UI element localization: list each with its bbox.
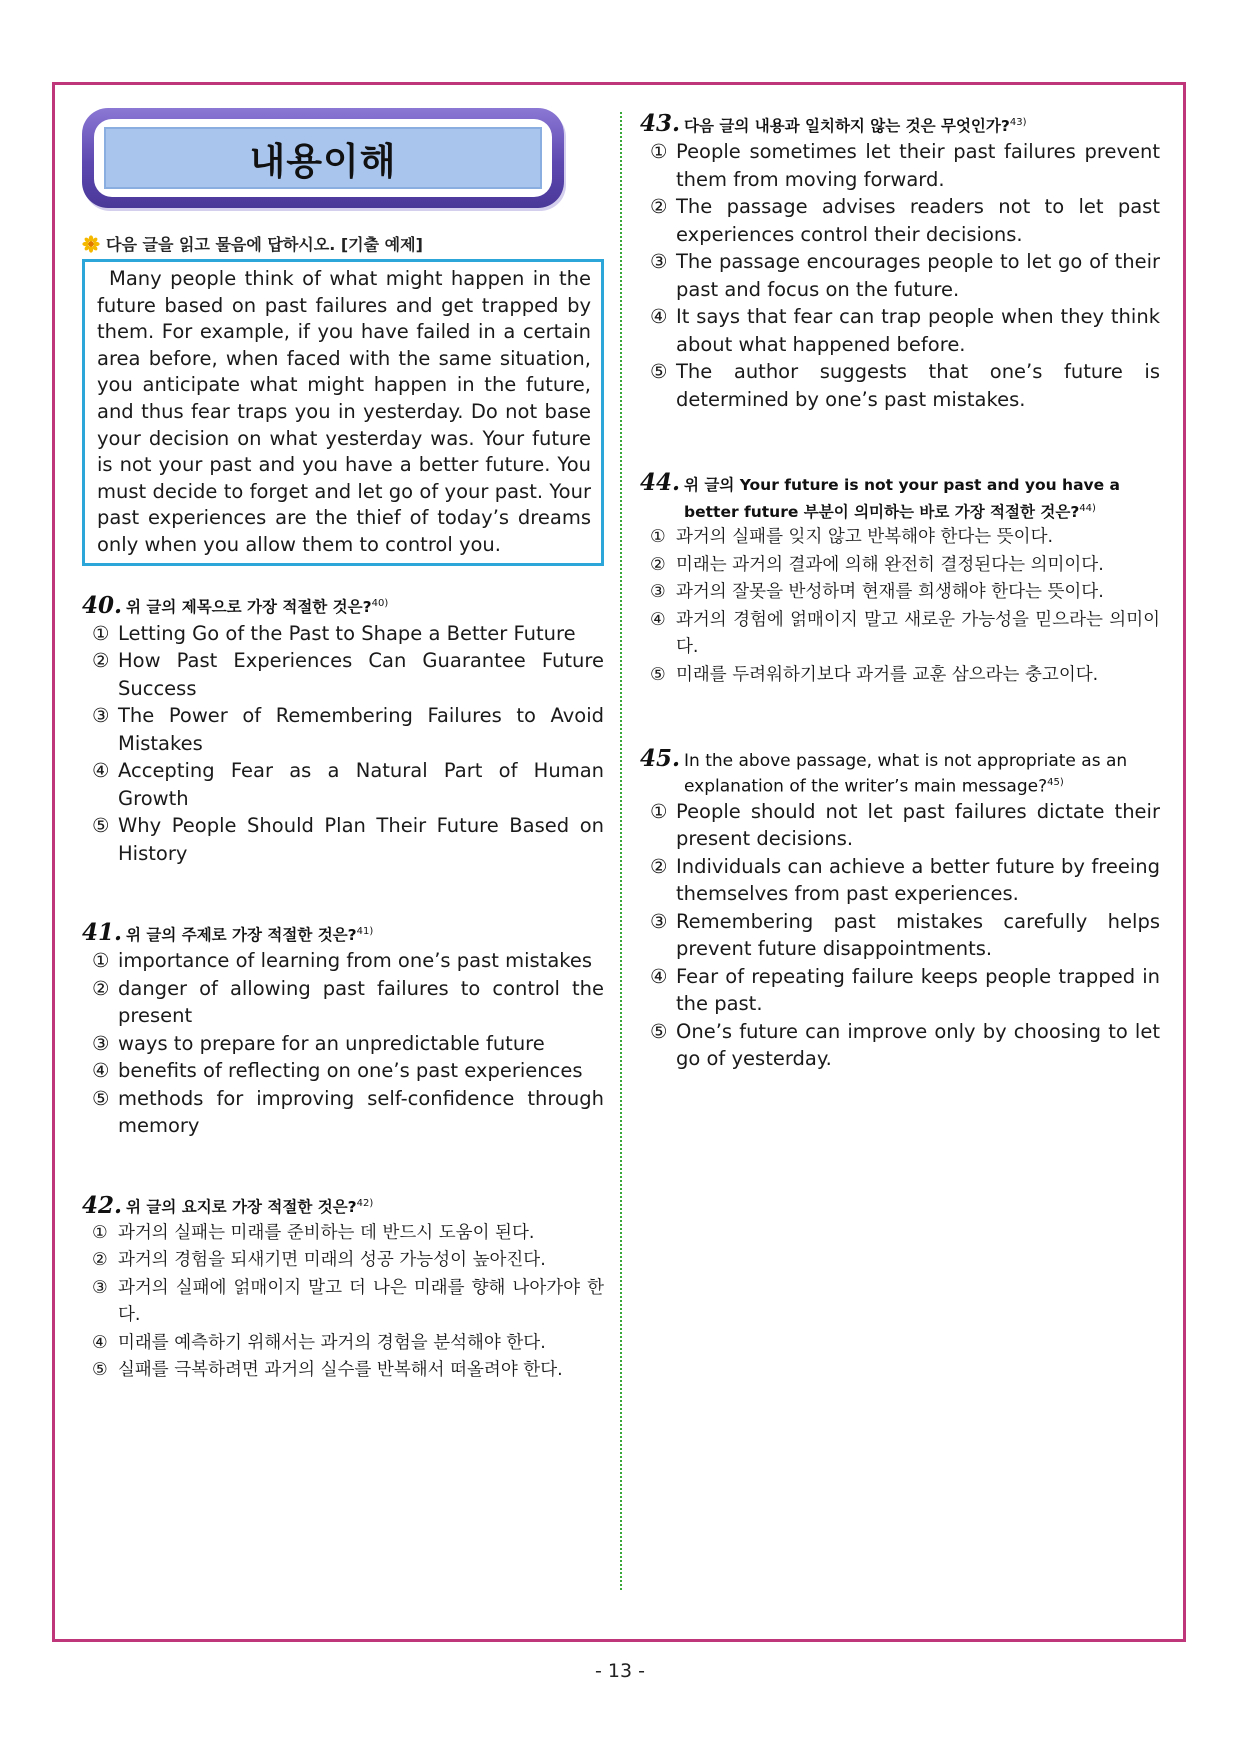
footnote-mark: 41) xyxy=(356,925,374,937)
right-column xyxy=(640,110,1160,1073)
left-column xyxy=(82,108,604,1385)
option-2[interactable]: ② danger of allowing past failures to control the present xyxy=(92,976,604,1028)
option-4[interactable]: ④ 과거의 경험에 얽매이지 말고 새로운 가능성을 믿으라는 의미이다. xyxy=(650,609,1160,658)
option-4[interactable]: ④ 미래를 예측하기 위해서는 과거의 경험을 분석해야 한다. xyxy=(92,1332,546,1353)
question-42 xyxy=(82,1192,604,1385)
option-5[interactable]: ⑤ methods for improving self-confidence through memory xyxy=(92,1086,604,1138)
options-list xyxy=(640,138,1160,413)
question-text: 위 글의 Your future is not your past and you have a better future 부분이 의미하는 바로 가장 적절한 것은?$^{44)}$ xyxy=(684,476,1120,522)
option-2[interactable]: ② How Past Experiences Can Guarantee Future Success xyxy=(92,649,604,700)
question-40 xyxy=(82,592,604,868)
option-4[interactable]: ④ Fear of repeating failure keeps people trapped in the past. xyxy=(650,964,1160,1016)
option-2[interactable]: ② Individuals can achieve a better future by freeing themselves from past experiences. xyxy=(650,854,1160,906)
option-1[interactable]: ① 과거의 실패는 미래를 준비하는 데 반드시 도움이 된다. xyxy=(92,1222,535,1243)
option-3[interactable]: ③ The Power of Remembering Failures to Avoid Mistakes xyxy=(92,704,604,755)
question-number: 41. xyxy=(82,919,123,947)
question-number: 43. xyxy=(640,110,681,137)
option-5[interactable]: ⑤ Why People Should Plan Their Future Based on History xyxy=(92,814,604,865)
option-3[interactable]: ③ 과거의 잘못을 반성하며 현재를 희생해야 한다는 뜻이다. xyxy=(650,582,1104,603)
reading-passage: Many people think of what might happen in the future based on past failures and get trapped by them. For example, if you have failed in a certain area before, when faced with the same situation, you anticipate what might happen in the future, and thus fear traps you in yesterday. Do not base your decision on what yesterday was. Your future is not your past and you have a better future. You must decide to forget and let go of your past. Your past experiences are the thief of today’s dreams only when you allow them to control you. xyxy=(82,259,604,566)
options-list xyxy=(640,798,1160,1073)
column-divider xyxy=(620,112,622,1590)
section-title-badge xyxy=(82,108,564,208)
question-number: 45. xyxy=(640,745,681,773)
question-44 xyxy=(640,469,1160,689)
option-2[interactable]: ② 미래는 과거의 결과에 의해 완전히 결정된다는 의미이다. xyxy=(650,554,1104,575)
option-5[interactable]: ⑤ 실패를 극복하려면 과거의 실수를 반복해서 떠올려야 한다. xyxy=(92,1360,563,1381)
option-4[interactable]: ④ Accepting Fear as a Natural Part of Human Growth xyxy=(92,759,604,810)
option-3[interactable]: ③ Remembering past mistakes carefully helps prevent future disappointments. xyxy=(650,909,1160,961)
option-1[interactable]: ① People sometimes let their past failures prevent them from moving forward. xyxy=(650,140,1160,191)
option-3[interactable]: ③ ways to prepare for an unpredictable future xyxy=(92,1031,545,1055)
footnote-mark: 45) xyxy=(1047,777,1064,789)
option-1[interactable]: ① 과거의 실패를 잊지 않고 반복해야 한다는 뜻이다. xyxy=(650,527,1054,548)
question-text: 위 글의 주제로 가장 적절한 것은?$^{41)}$ xyxy=(126,925,374,945)
option-5[interactable]: ⑤ One’s future can improve only by choosing to let go of yesterday. xyxy=(650,1019,1160,1071)
option-1[interactable]: ① Letting Go of the Past to Shape a Better Future xyxy=(92,621,576,645)
options-list xyxy=(82,620,604,868)
question-number: 40. xyxy=(82,591,123,619)
flower-icon xyxy=(82,235,100,253)
options-list xyxy=(82,1220,604,1385)
option-1[interactable]: ① People should not let past failures dictate their present decisions. xyxy=(650,799,1160,851)
options-list xyxy=(82,947,604,1140)
section-title: 내용이해 xyxy=(104,127,542,189)
footnote-mark: 42) xyxy=(356,1198,374,1210)
option-3[interactable]: ③ 과거의 실패에 얽매이지 말고 더 나은 미래를 향해 나아가야 한다. xyxy=(92,1277,604,1326)
option-4[interactable]: ④ It says that fear can trap people when they think about what happened before. xyxy=(650,305,1160,356)
option-3[interactable]: ③ The passage encourages people to let go of their past and focus on the future. xyxy=(650,250,1160,301)
question-number: 42. xyxy=(82,1191,123,1219)
question-text: In the above passage, what is not appropriate as an explanation of the writer’s main message?$^{45)}$ xyxy=(684,751,1128,797)
option-5[interactable]: ⑤ The author suggests that one’s future is determined by one’s past mistakes. xyxy=(650,360,1160,411)
question-text: 다음 글의 내용과 일치하지 않는 것은 무엇인가?$^{43)}$ xyxy=(684,116,1027,135)
footnote-mark: 43) xyxy=(1009,116,1027,128)
options-list xyxy=(640,524,1160,689)
footnote-mark: 44) xyxy=(1079,503,1096,514)
question-43 xyxy=(640,110,1160,413)
page-number: - 13 - xyxy=(595,1660,645,1682)
question-number: 44. xyxy=(640,469,681,496)
option-1[interactable]: ① importance of learning from one’s past mistakes xyxy=(92,949,593,973)
option-4[interactable]: ④ benefits of reflecting on one’s past experiences xyxy=(92,1059,583,1083)
instruction xyxy=(82,232,604,255)
footnote-mark: 40) xyxy=(371,598,389,610)
option-2[interactable]: ② The passage advises readers not to let past experiences control their decisions. xyxy=(650,195,1160,246)
question-text: 위 글의 제목으로 가장 적절한 것은?$^{40)}$ xyxy=(126,598,389,617)
question-41 xyxy=(82,919,604,1140)
question-text: 위 글의 요지로 가장 적절한 것은?$^{42)}$ xyxy=(126,1198,374,1217)
option-5[interactable]: ⑤ 미래를 두려워하기보다 과거를 교훈 삼으라는 충고이다. xyxy=(650,664,1099,685)
option-2[interactable]: ② 과거의 경험을 되새기면 미래의 성공 가능성이 높아진다. xyxy=(92,1250,546,1271)
question-45 xyxy=(640,745,1160,1073)
instruction-text: 다음 글을 읽고 물음에 답하시오. [기출 예제] xyxy=(106,235,423,254)
